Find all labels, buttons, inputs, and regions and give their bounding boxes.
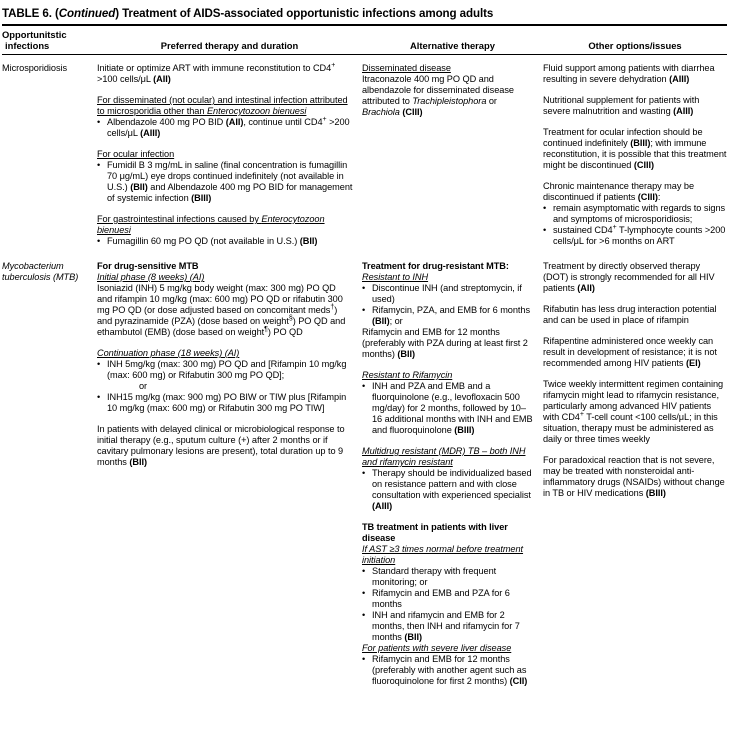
text-run: T-lymphocyte counts >200 cells/μL for >6 months on ART [553, 225, 726, 246]
text-run: + [331, 61, 336, 69]
text-run: Isoniazid (INH) 5 mg/kg body weight (max: 300 mg) PO QD and rifampin 10 mg/kg (max: 600 mg) PO QD or rifabutin 300 mg PO QD (or dose adjusted based on concomitant meds [97, 283, 343, 315]
text-run: , continue until CD4 [243, 117, 323, 127]
text-run: (CII) [509, 676, 528, 686]
text-run: or [139, 381, 148, 391]
text-run: Initial phase (8 weeks) (AI) [97, 272, 205, 282]
text-run: Continuation phase (18 weeks) (AI) [97, 348, 240, 358]
text-run: Treatment by directly observed therapy (DOT) is strongly recommended for all HIV patients [543, 261, 715, 293]
bullet-marker: • [97, 117, 101, 127]
text-run: INH and rifamycin and EMB for 2 months, then INH and rifamycin for 7 months [372, 610, 520, 642]
text-run: Enterocytozoon bienuesi [97, 214, 325, 235]
column-header-other-options [543, 29, 727, 51]
paragraph [97, 272, 353, 283]
bullet-text [372, 381, 534, 436]
text-run: (CIII) [633, 160, 654, 170]
text-run: (AIII) [372, 501, 393, 511]
text-run: (AIII) [669, 74, 690, 84]
text-run: (AII) [225, 117, 244, 127]
text-run: + [579, 410, 584, 418]
bullet-text [372, 588, 534, 610]
text-run: Rifapentine administered once weekly can result in development of resistance; it is not recommended among HIV patients [543, 336, 717, 368]
bullet-marker: • [543, 225, 547, 235]
paragraph [543, 336, 727, 369]
cell-opportunistic-infection [2, 63, 97, 247]
text-run: Resistant to Rifamycin [362, 370, 453, 380]
paragraph [97, 63, 353, 85]
column-header-opportunistic-infections [2, 29, 97, 51]
text-run: § [288, 314, 293, 322]
bullet-text [372, 468, 534, 512]
text-run: T-cell count <100 cells/μL; in this situation, therapy must be administered as daily or three times weekly [543, 412, 718, 444]
text-run: (AII) [577, 283, 595, 293]
text-run: INH and PZA and EMB and a fluorquinolone (e.g., levofloxacin 500 mg/day) for 2 months, followed by 10–16 additional months with INH and EMB and fluoroquinolone [372, 381, 533, 435]
cell-preferred-therapy [97, 261, 362, 687]
bullet-text [553, 225, 727, 247]
paragraph [97, 283, 353, 338]
text-run: † [330, 303, 335, 311]
text-run: (BII) [404, 632, 422, 642]
paragraph [362, 544, 534, 566]
bullet-marker: • [362, 305, 366, 315]
bullet-item [362, 305, 534, 327]
text-run: In patients with delayed clinical or microbiological response to initial therapy (e.g., sputum culture (+) after 2 months or if cavitary pulmonary lesions are present), total duration up to 9 months [97, 424, 345, 467]
paragraph [362, 522, 534, 544]
text-run: Rifamycin and EMB and PZA for 6 months [372, 588, 510, 609]
text-run: Enterocytozoon bienuesi [206, 106, 307, 116]
text-run: (CIII) [637, 192, 658, 202]
paragraph [97, 95, 353, 117]
text-run: ; or [389, 316, 403, 326]
text-run: Twice weekly intermittent regimen containing rifamycin might lead to rifamycin resistance, particularly among advanced HIV patients with CD4 [543, 379, 724, 422]
bullet-item [362, 381, 534, 436]
text-run: (BIII) [645, 488, 666, 498]
bullet-marker: • [543, 203, 547, 213]
text-run: Fumidil B 3 mg/mL in saline (final concentration is fumagillin 70 μg/mL) eye drops continued indefinitely (not available in U.S.) [107, 160, 348, 192]
paragraph [543, 95, 727, 117]
text-run: Therapy should be individualized based on resistance pattern and with close consultation with experienced specialist [372, 468, 532, 500]
bullet-marker: • [362, 381, 366, 391]
text-run: (BIII) [454, 425, 475, 435]
bullet-item [97, 236, 353, 247]
text-run: + [322, 115, 327, 123]
bullet-item [362, 654, 534, 687]
text-run: Disseminated disease [362, 63, 451, 73]
text-run: (BII) [397, 349, 415, 359]
bullet-item [97, 160, 353, 204]
text-run: Itraconazole 400 mg PO QD and albendazole for disseminated disease attributed to [362, 74, 514, 106]
paragraph [97, 214, 353, 236]
text-run: Mycobacterium tuberculosis [2, 261, 64, 282]
bullet-item [362, 283, 534, 305]
text-run: Treatment for ocular infection should be continued indefinitely [543, 127, 703, 148]
text-run: (BII) [129, 457, 147, 467]
paragraph [362, 261, 534, 272]
cell-opportunistic-infection [2, 261, 97, 687]
paragraph [543, 304, 727, 326]
text-run: INH15 mg/kg (max: 900 mg) PO BIW or TIW plus [Rifampin 10 mg/kg (max: 600 mg) or Rifabutin 300 mg PO TIW] [107, 392, 347, 413]
text-run: Albendazole 400 mg PO BID [107, 117, 226, 127]
column-header-alternative-therapy [362, 29, 543, 51]
text-run: and Albendazole 400 mg PO BID for management of systemic infection [107, 182, 353, 203]
paragraph [362, 327, 534, 360]
bullet-text [107, 359, 353, 381]
paragraph [97, 381, 353, 392]
column-header-label: Alternative therapy [410, 40, 495, 51]
text-run: (AIII) [140, 128, 161, 138]
table-row [2, 261, 727, 687]
bullet-text [553, 203, 727, 225]
cell-other-options [543, 63, 727, 247]
bullet-marker: • [97, 359, 101, 369]
bullet-text [107, 117, 353, 139]
text-run: ) PO QD and ethambutol (EMB) (dose based on weight [97, 316, 346, 337]
text-run: Rifabutin has less drug interaction potential and can be used in place of rifampin [543, 304, 717, 325]
bullet-item [362, 588, 534, 610]
table-title [2, 5, 727, 26]
text-run: Multidrug resistant (MDR) TB – both INH and rifamycin resistant [362, 446, 526, 467]
table-title-continued: Continued [58, 7, 116, 20]
paragraph [543, 455, 727, 499]
bullet-item [543, 225, 727, 247]
text-run: Trachipleistophora [412, 96, 487, 106]
text-run: sustained CD4 [553, 225, 613, 235]
bullet-text [372, 654, 534, 687]
text-run: For disseminated (not ocular) and intestinal infection attributed to microsporidia other than [97, 95, 348, 116]
text-run: ; with immune reconstitution, it is possible that this treatment might be discontinued [543, 138, 727, 170]
text-run: (MTB) [50, 272, 79, 282]
bullet-text [107, 392, 353, 414]
paragraph [543, 379, 727, 445]
paragraph [97, 348, 353, 359]
bullet-marker: • [362, 566, 366, 576]
bullet-text [372, 610, 534, 643]
paragraph [362, 74, 534, 118]
text-run: Chronic maintenance therapy may be discontinued if patients [543, 181, 694, 202]
text-run: (CIII) [402, 107, 423, 117]
text-run: ) PO QD [267, 327, 303, 337]
table-row [2, 63, 727, 247]
table-title-prefix: TABLE 6. ( [2, 7, 59, 20]
table-body [2, 55, 727, 687]
text-run: Initiate or optimize ART with immune reconstitution to CD4 [97, 63, 332, 73]
bullet-text [372, 283, 534, 305]
text-run: For drug-sensitive MTB [97, 261, 199, 271]
text-run: Microsporidiosis [2, 63, 68, 73]
paragraph [362, 272, 534, 283]
text-run: (AII) [153, 74, 171, 84]
text-run: (BII) [299, 236, 318, 246]
text-run: (AIII) [673, 106, 694, 116]
text-run: For paradoxical reaction that is not severe, may be treated with nonsteroidal anti-inflammatory drugs (NSAIDs) without change in TB or HIV medications [543, 455, 725, 498]
paragraph [543, 181, 727, 203]
paragraph [362, 63, 534, 74]
text-run: For ocular infection [97, 149, 175, 159]
text-run: >200 cells/μL [107, 117, 350, 138]
text-run: TB treatment in patients with liver disease [362, 522, 508, 543]
paragraph [543, 261, 727, 294]
paragraph [362, 446, 534, 468]
text-run: INH 5mg/kg (max: 300 mg) PO QD and [Rifampin 10 mg/kg (max: 600 mg) or Rifabutin 300 mg PO QD]; [107, 359, 347, 380]
paragraph [543, 63, 727, 85]
bullet-item [362, 566, 534, 588]
bullet-marker: • [362, 654, 366, 664]
text-run: Brachiola [362, 107, 400, 117]
text-run: Rifamycin and EMB for 12 months (preferably with another agent such as fluoroquinolone for first 2 months) [372, 654, 527, 686]
bullet-marker: • [97, 392, 101, 402]
paragraph [543, 127, 727, 171]
bullet-marker: • [97, 160, 101, 170]
cell-alternative-therapy [362, 63, 543, 247]
text-run: Rifamycin, PZA, and EMB for 6 months [372, 305, 531, 315]
text-run: Treatment for drug-resistant MTB: [362, 261, 509, 271]
bullet-item [362, 468, 534, 512]
paragraph [97, 261, 353, 272]
text-run: Resistant to INH [362, 272, 429, 282]
table-title-suffix: ) Treatment of AIDS-associated opportunistic infections among adults [115, 7, 494, 20]
bullet-text [372, 305, 534, 327]
text-run: Nutritional supplement for patients with severe malnutrition and wasting [543, 95, 700, 116]
bullet-marker: • [362, 283, 366, 293]
text-run: Standard therapy with frequent monitoring; or [372, 566, 497, 587]
cell-other-options [543, 261, 727, 687]
paragraph [97, 149, 353, 160]
column-header-label: Preferred therapy and duration [160, 40, 299, 51]
bullet-item [97, 117, 353, 139]
bullet-marker: • [97, 236, 101, 246]
paragraph [362, 643, 534, 654]
bullet-marker: • [362, 610, 366, 620]
cell-alternative-therapy [362, 261, 543, 687]
text-run: (BIII) [630, 138, 651, 148]
column-header-line1: Opportunitstic [2, 29, 67, 40]
text-run: Discontinue INH (and streptomycin, if used) [372, 283, 522, 304]
cell-preferred-therapy [97, 63, 362, 247]
text-run: >100 cells/μL [97, 74, 154, 84]
paragraph [362, 370, 534, 381]
bullet-text [107, 236, 353, 247]
text-run: or [486, 96, 497, 106]
text-run: For patients with severe liver disease [362, 643, 512, 653]
text-run: (BII) [130, 182, 148, 192]
table-header-row [2, 26, 727, 55]
text-run: Fluid support among patients with diarrhea resulting in severe dehydration [543, 63, 715, 84]
column-header-label: Other options/issues [588, 40, 682, 51]
text-run: ¶ [264, 325, 268, 333]
column-header-line2: infections [5, 40, 50, 51]
text-run: For gastrointestinal infections caused by [97, 214, 262, 224]
text-run: (BIII) [191, 193, 212, 203]
text-run: (BII) [372, 316, 390, 326]
text-run: Rifamycin and EMB for 12 months (preferably with PZA during at least first 2 months) [362, 327, 528, 359]
text-run: If AST ≥3 times normal before treatment initiation [362, 544, 524, 565]
bullet-marker: • [362, 588, 366, 598]
text-run: remain asymptomatic with regards to signs and symptoms of microsporidiosis; [553, 203, 726, 224]
column-header-preferred-therapy [97, 29, 362, 51]
bullet-item [97, 392, 353, 414]
bullet-item [362, 610, 534, 643]
text-run: + [612, 223, 617, 231]
bullet-text [372, 566, 534, 588]
text-run: ) and pyrazinamide (PZA) (dose based on weight [97, 305, 338, 326]
text-run: Fumagillin 60 mg PO QD (not available in U.S.) [107, 236, 300, 246]
bullet-item [97, 359, 353, 381]
text-run: (EI) [685, 358, 701, 368]
bullet-marker: • [362, 468, 366, 478]
text-run: : [657, 192, 661, 202]
paragraph [97, 424, 353, 468]
bullet-text [107, 160, 353, 204]
bullet-item [543, 203, 727, 225]
